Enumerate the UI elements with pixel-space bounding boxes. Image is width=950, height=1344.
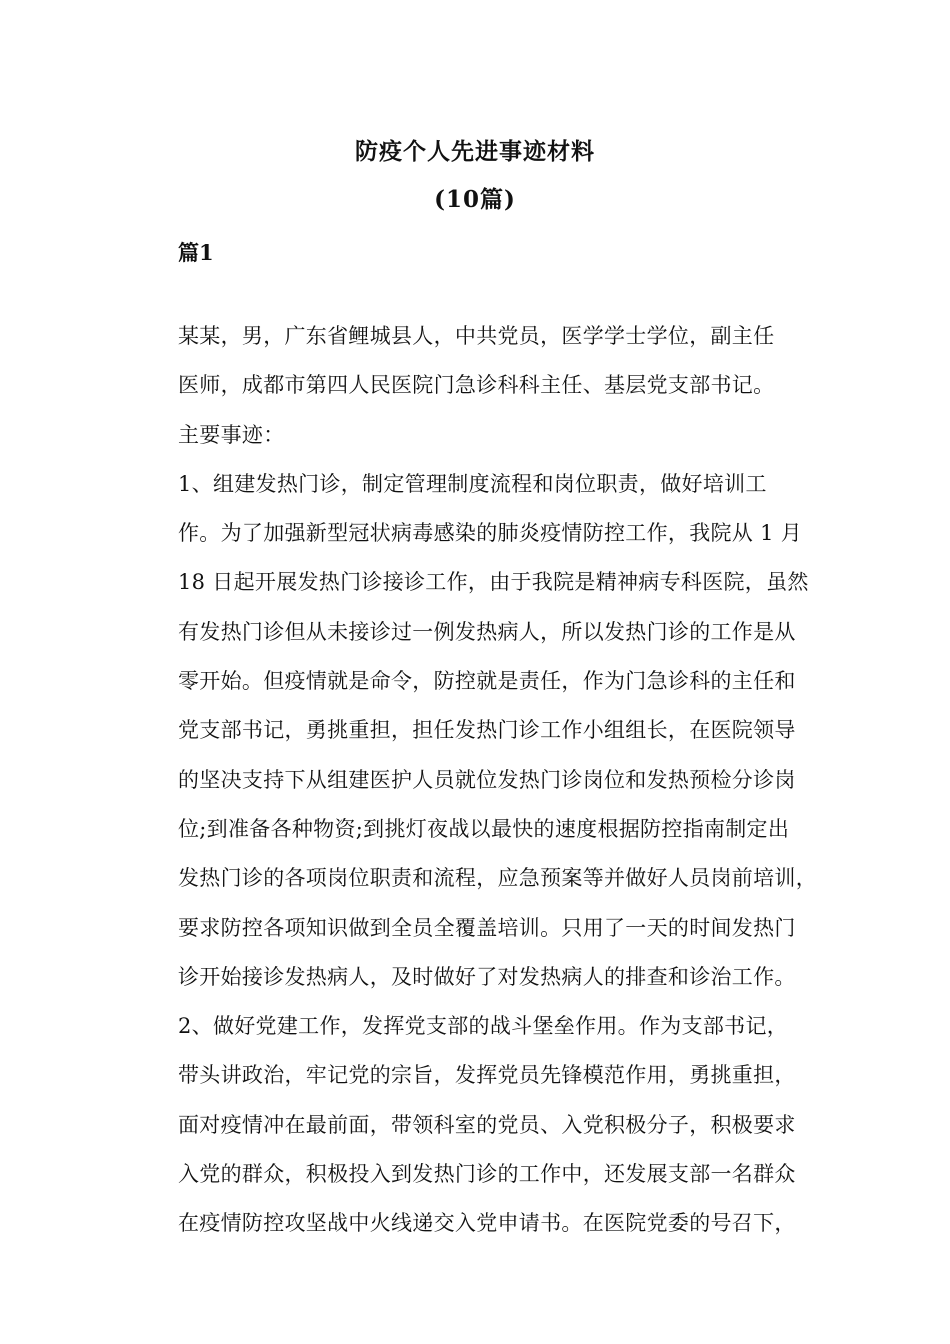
text-line: 在疫情防控攻坚战中火线递交入党申请书。在医院党委的号召下， bbox=[178, 1211, 796, 1236]
text-line: 主要事迹： bbox=[178, 422, 285, 447]
text-line: 发热门诊的各项岗位职责和流程，应急预案等并做好人员岗前培训， bbox=[178, 866, 817, 891]
text-line: 要求防控各项知识做到全员全覆盖培训。只用了一天的时间发热门 bbox=[178, 915, 796, 940]
text-line: 医师，成都市第四人民医院门急诊科科主任、基层党支部书记。 bbox=[178, 373, 775, 398]
body-text bbox=[146, 312, 826, 1249]
paragraph-intro bbox=[146, 312, 826, 411]
text-line: 1、组建发热门诊，制定管理制度流程和岗位职责，做好培训工 bbox=[178, 471, 767, 496]
paragraph-main-deeds-label bbox=[146, 411, 826, 460]
text-line: 入党的群众，积极投入到发热门诊的工作中，还发展支部一名群众 bbox=[178, 1162, 796, 1187]
section-heading: 篇1 bbox=[178, 240, 214, 265]
text-line: 零开始。但疫情就是命令，防控就是责任，作为门急诊科的主任和 bbox=[178, 669, 796, 694]
paragraph-item-1 bbox=[146, 460, 826, 1002]
text-line: 某某，男，广东省鲤城县人，中共党员，医学学士学位，副主任 bbox=[178, 324, 775, 348]
text-line: 带头讲政治，牢记党的宗旨，发挥党员先锋模范作用，勇挑重担， bbox=[178, 1063, 796, 1088]
text-line: 党支部书记，勇挑重担，担任发热门诊工作小组组长，在医院领导 bbox=[178, 718, 796, 743]
text-line: 作。为了加强新型冠状病毒感染的肺炎疫情防控工作，我院从 1 月 bbox=[178, 521, 803, 546]
text-line: 面对疫情冲在最前面，带领科室的党员、入党积极分子，积极要求 bbox=[178, 1112, 796, 1137]
text-line: 2、做好党建工作，发挥党支部的战斗堡垒作用。作为支部书记， bbox=[178, 1014, 789, 1039]
text-line: 的坚决支持下从组建医护人员就位发热门诊岗位和发热预检分诊岗 bbox=[178, 767, 796, 792]
text-line: 位;到准备各种物资;到挑灯夜战以最快的速度根据防控指南制定出 bbox=[178, 816, 790, 841]
text-line: 18 日起开展发热门诊接诊工作，由于我院是精神病专科医院，虽然 bbox=[178, 570, 809, 595]
document-title: 防疫个人先进事迹材料 bbox=[355, 138, 595, 165]
text-line: 有发热门诊但从未接诊过一例发热病人，所以发热门诊的工作是从 bbox=[178, 619, 796, 644]
document-subtitle: (10篇) bbox=[434, 186, 516, 213]
paragraph-item-2 bbox=[146, 1002, 826, 1248]
text-line: 诊开始接诊发热病人，及时做好了对发热病人的排查和诊治工作。 bbox=[178, 964, 796, 989]
